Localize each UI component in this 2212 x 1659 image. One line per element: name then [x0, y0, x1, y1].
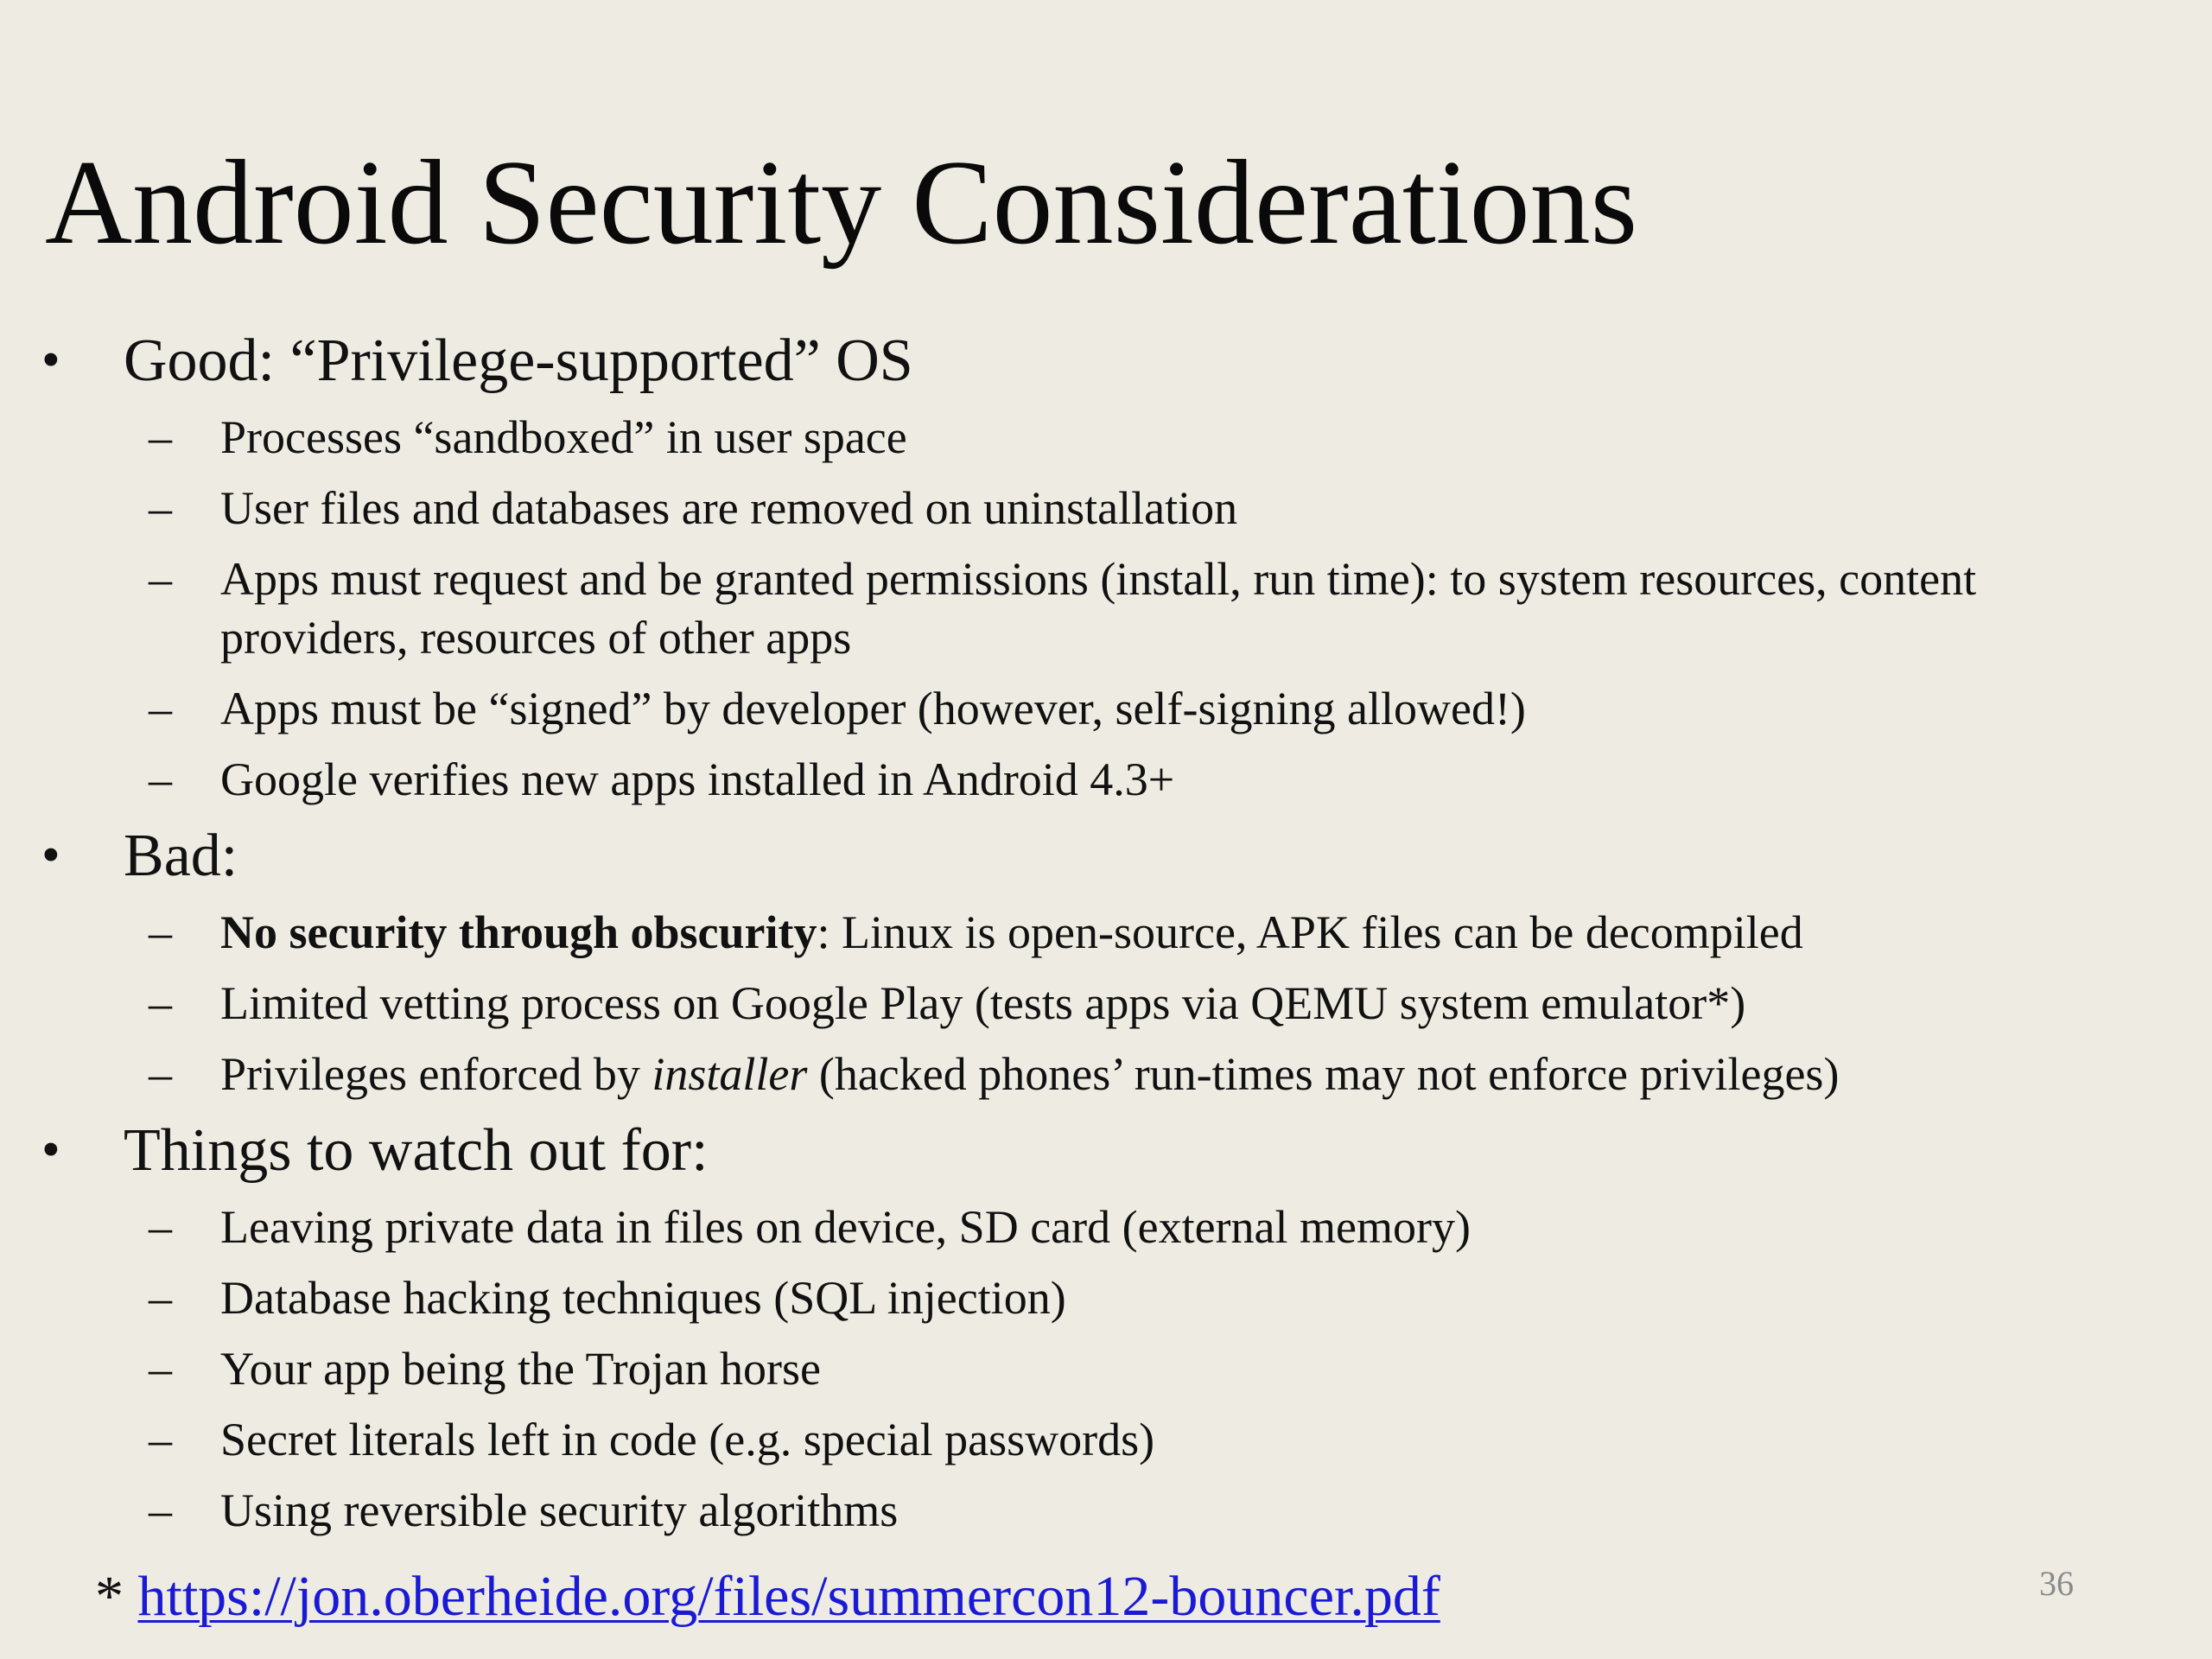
sub-item-rest: : Linux is open-source, APK files can be decompiled	[817, 906, 1803, 958]
bullet-heading: Good: “Privilege-supported” OS	[124, 327, 913, 394]
sub-item	[0, 673, 2212, 744]
sub-item	[0, 1039, 2212, 1109]
sub-item-text: Apps must be “signed” by developer (however, self-signing allowed!)	[220, 683, 1526, 734]
sub-dash: –	[149, 1414, 172, 1465]
sub-item	[0, 1262, 2212, 1333]
sub-dash: –	[149, 906, 172, 958]
sub-dash: –	[149, 1048, 172, 1100]
sub-dash: –	[149, 1201, 172, 1253]
sub-item	[0, 968, 2212, 1039]
sub-item-text: Database hacking techniques (SQL injection)	[220, 1272, 1066, 1324]
sub-item-text: Your app being the Trojan horse	[220, 1343, 822, 1395]
slide-title: Android Security Considerations	[45, 136, 1638, 270]
sub-dash: –	[149, 1484, 172, 1536]
footnote-link[interactable]: https://jon.oberheide.org/files/summercon12-bouncer.pdf	[137, 1565, 1440, 1628]
sub-item	[0, 897, 2212, 968]
bullet-bad	[0, 815, 2212, 897]
bullet-heading: Things to watch out for:	[124, 1117, 709, 1184]
sub-item-text: User files and databases are removed on uninstallation	[220, 482, 1238, 534]
footnote-marker: *	[95, 1565, 138, 1628]
sub-item	[0, 402, 2212, 473]
sub-dash: –	[149, 1272, 172, 1324]
bullet-dot: •	[41, 1121, 60, 1179]
sub-item-text: Secret literals left in code (e.g. special passwords)	[220, 1414, 1155, 1465]
bullet-dot: •	[41, 331, 60, 390]
slide-content	[0, 320, 2212, 1546]
sub-dash: –	[149, 553, 172, 605]
sub-item-before: Privileges enforced by	[220, 1048, 652, 1100]
sub-item	[0, 744, 2212, 815]
bullet-dot: •	[41, 826, 60, 885]
sub-item-text: Google verifies new apps installed in Android 4.3+	[220, 753, 1175, 805]
sub-item	[0, 543, 2212, 673]
sub-item	[0, 473, 2212, 543]
footnote	[95, 1562, 1440, 1631]
sub-dash: –	[149, 977, 172, 1029]
sub-dash: –	[149, 753, 172, 805]
bullet-heading: Bad:	[124, 823, 238, 889]
sub-dash: –	[149, 1343, 172, 1395]
sub-item-text: Apps must request and be granted permissions (install, run time): to system resources, content providers, resources of other apps	[220, 553, 1977, 664]
sub-item-text: Using reversible security algorithms	[220, 1484, 899, 1536]
sub-dash: –	[149, 411, 172, 463]
sub-item	[0, 1404, 2212, 1475]
bullet-watch-out	[0, 1109, 2212, 1192]
bold-phrase: No security through obscurity	[220, 906, 817, 958]
sub-item-text: Processes “sandboxed” in user space	[220, 411, 907, 463]
bullet-good	[0, 320, 2212, 402]
sub-dash: –	[149, 683, 172, 734]
sub-item	[0, 1192, 2212, 1262]
sub-item-text	[220, 1039, 2156, 1103]
italic-phrase: installer	[652, 1048, 808, 1100]
sub-item	[0, 1475, 2212, 1546]
sub-item-text: Leaving private data in files on device, SD card (external memory)	[220, 1201, 1471, 1253]
page-number: 36	[2039, 1564, 2074, 1603]
sub-item	[0, 1333, 2212, 1404]
sub-item-after: (hacked phones’ run-times may not enforce privileges)	[807, 1048, 1840, 1100]
sub-item-text: Limited vetting process on Google Play (tests apps via QEMU system emulator*)	[220, 977, 1746, 1029]
sub-dash: –	[149, 482, 172, 534]
sub-item-text	[220, 897, 2156, 962]
